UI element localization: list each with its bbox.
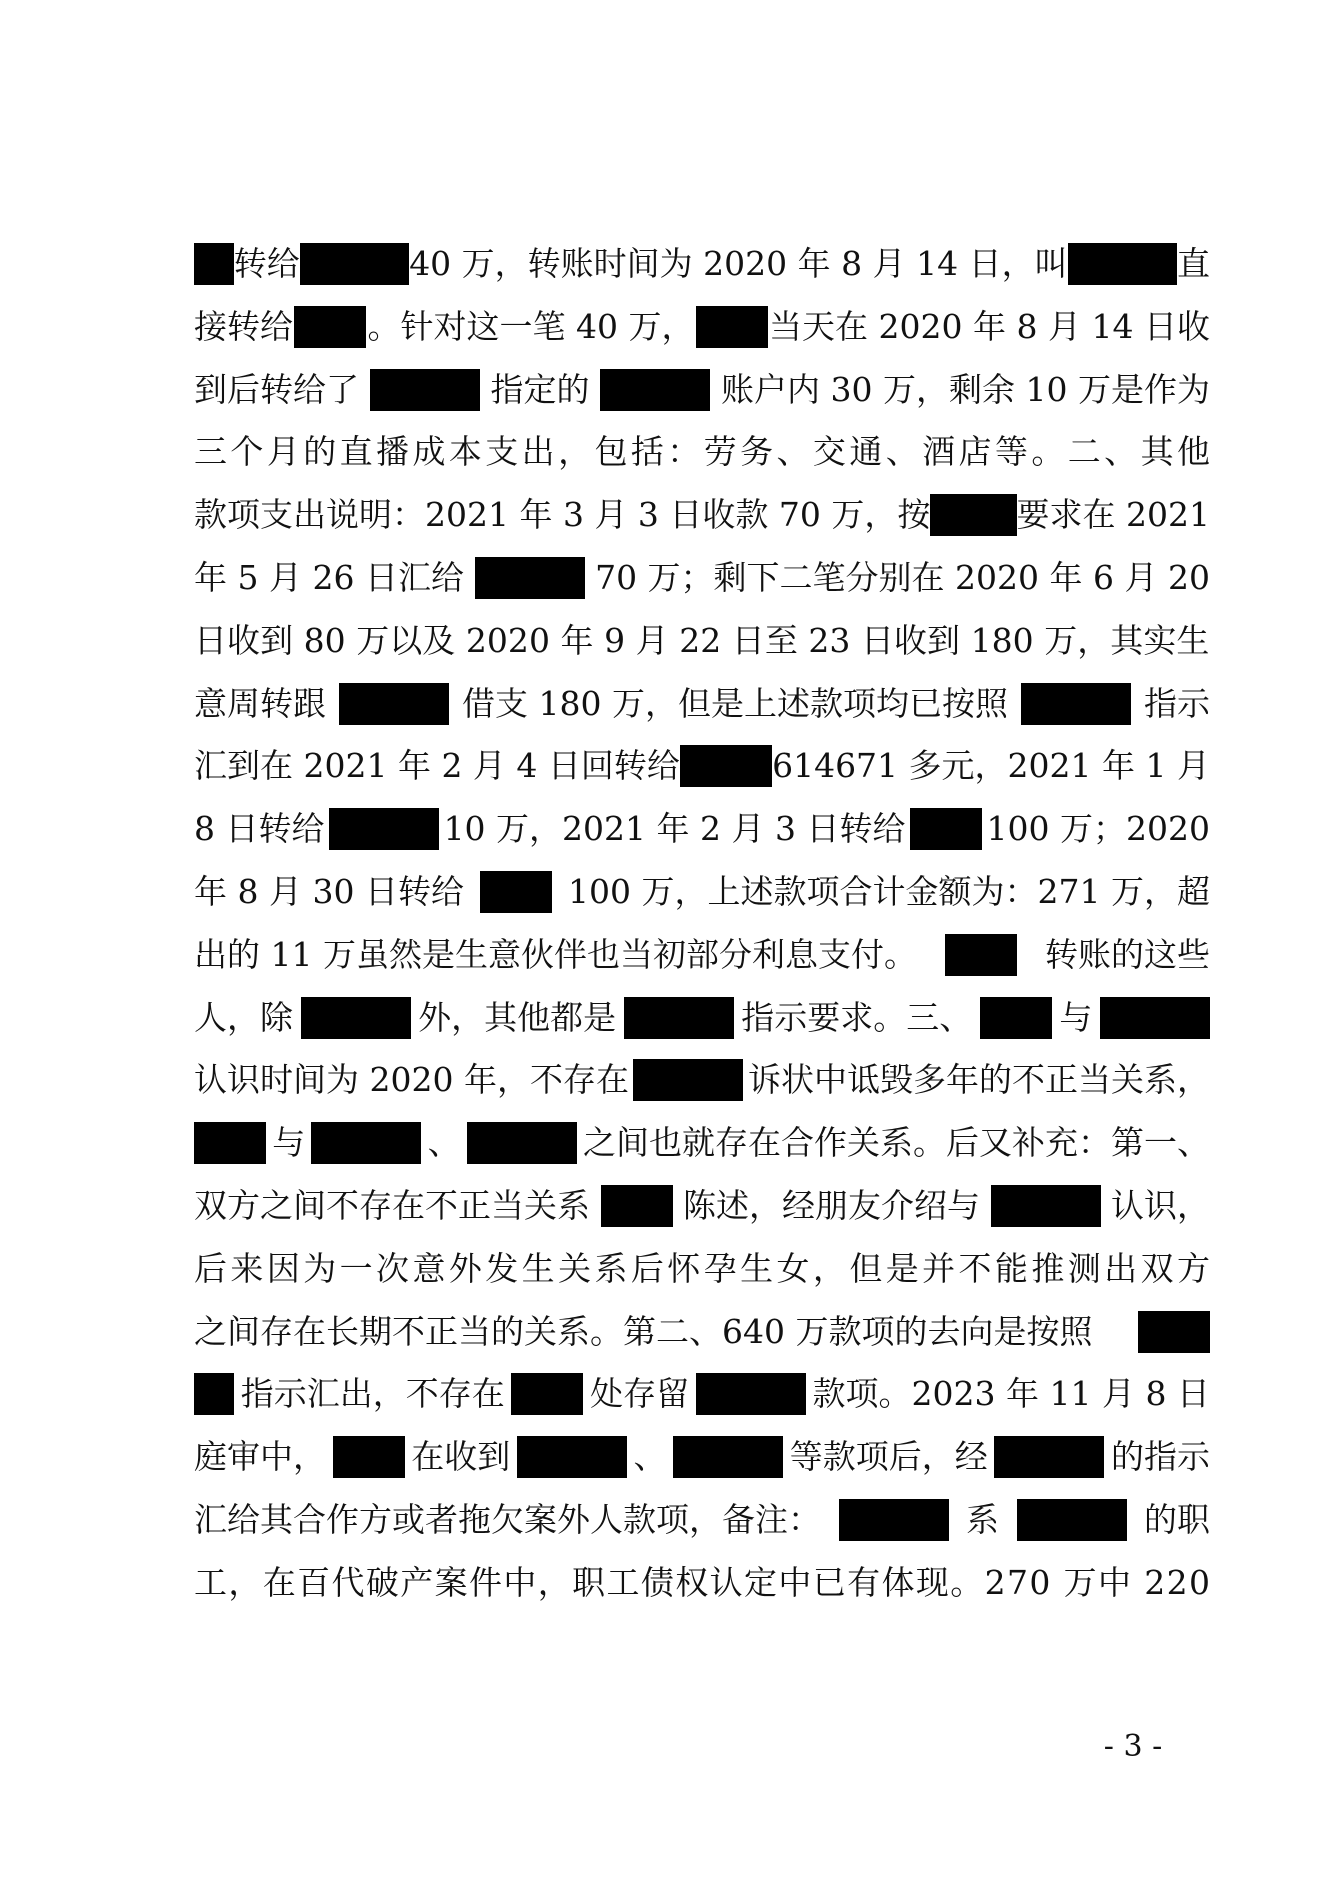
text-line [194,1500,1210,1540]
text-line [194,307,1210,347]
redaction-block [600,369,710,411]
redaction-block [294,306,366,348]
text-segment: 年 8 月 30 日转给 [194,872,464,911]
text-segment: 要求在 2021 [1016,495,1210,534]
text-segment: 的指示 [1111,1437,1210,1476]
text-segment: 直 [1176,244,1210,283]
redaction-block [1068,243,1177,285]
text-segment: 年 5 月 26 日汇给 [194,558,464,597]
redaction-block [624,997,734,1039]
text-segment: 款项。2023 年 11 月 8 日 [812,1374,1210,1413]
text-segment: 与 [272,1123,306,1162]
redaction-block [301,997,411,1039]
text-segment: 、 [427,1123,461,1162]
text-segment: 账户内 30 万，剩余 10 万是作为 [721,370,1210,409]
text-line [194,1312,1210,1352]
text-segment: 转给 [233,244,300,283]
text-segment: 之间也就存在合作关系。后又补充：第一、 [582,1123,1210,1162]
redaction-block [696,1373,806,1415]
text-line [194,746,1210,786]
text-segment: 汇给其合作方或者拖欠案外人款项，备注： [194,1500,821,1539]
text-segment: 10 万，2021 年 2 月 3 日转给 [443,809,906,848]
text-segment: 614671 多元，2021 年 1 月 [772,746,1210,785]
text-line [194,998,1210,1038]
redaction-block [1021,683,1131,725]
redaction-block [991,1185,1101,1227]
text-segment: 借支 180 万，但是上述款项均已按照 [462,684,1008,723]
text-segment: 认识， [1111,1186,1210,1225]
text-line [194,1374,1210,1414]
text-segment: 等款项后，经 [789,1437,988,1476]
redaction-block [1017,1499,1127,1541]
text-line [194,684,1210,724]
text-line [194,809,1210,849]
text-segment: 意周转跟 [194,684,326,723]
redaction-block [839,1499,949,1541]
text-line [194,935,1210,975]
text-line: 三 个 月 的 直 播 成 本 支 出 ， 包 括 ： 劳 务 、 交 通 、 酒 店 等 。 二 、 其 他 [194,432,1210,471]
text-line: 工 ， 在 百 代 破 产 案 件 中 ， 职 工 债 权 认 定 中 已 有 体 现 。 2 7 0 万 中 2 2 0 [194,1563,1210,1602]
redaction-block [980,997,1052,1039]
text-segment: 100 万，上述款项合计金额为：271 万，超 [568,872,1210,911]
text-line [194,1437,1210,1477]
redaction-block [930,494,1016,536]
redaction-block [194,1373,234,1415]
text-segment: 指示要求。三、 [741,998,973,1037]
redaction-block [511,1373,583,1415]
text-segment: 庭审中， [194,1437,326,1476]
text-segment: 当天在 2020 年 8 月 14 日收 [769,307,1210,346]
text-line [194,1060,1210,1100]
page-number: - 3 - [1103,1729,1163,1764]
text-line [194,1186,1210,1226]
text-segment: 、 [633,1437,667,1476]
text-segment: 出的 11 万虽然是生意伙伴也当初部分利息支付。 [194,935,917,974]
text-segment: 的职 [1144,1500,1210,1539]
text-segment: 到后转给了 [194,370,359,409]
redaction-block [333,1436,405,1478]
text-segment: 70 万；剩下二笔分别在 2020 年 6 月 20 [595,558,1210,597]
text-line: 后 来 因 为 一 次 意 外 发 生 关 系 后 怀 孕 生 女 ， 但 是 并 不 能 推 测 出 双 方 [194,1249,1210,1288]
text-segment: 外，其他都是 [418,998,617,1037]
text-segment: 之间存在长期不正当的关系。第二、640 万款项的去向是按照 [194,1312,1093,1351]
redaction-block [480,871,552,913]
redaction-block [1100,997,1210,1039]
text-segment: 诉状中诋毁多年的不正当关系， [748,1060,1210,1099]
redaction-block [329,808,439,850]
text-segment: 接转给 [194,307,293,346]
text-segment: 在收到 [411,1437,511,1476]
redaction-block [1138,1311,1210,1353]
text-line [194,1123,1210,1163]
redaction-block [601,1185,673,1227]
text-segment: 指定的 [490,370,590,409]
redaction-block [194,243,234,285]
redaction-block [945,934,1017,976]
text-segment: 转账的这些 [1044,935,1210,974]
text-segment: 40 万，转账时间为 2020 年 8 月 14 日，叫 [409,244,1068,283]
redaction-block [910,808,982,850]
redaction-block [339,683,449,725]
text-line: 日 收 到 8 0 万 以 及 2 0 2 0 年 9 月 2 2 日 至 2 3 日 收 到 1 8 0 万 ， 其 实 生 [194,621,1210,660]
text-segment: 8 日转给 [194,809,325,848]
text-segment: 款项支出说明：2021 年 3 月 3 日收款 70 万，按 [194,495,931,534]
redaction-block [633,1059,743,1101]
redaction-block [467,1122,577,1164]
text-segment: 汇到在 2021 年 2 月 4 日回转给 [194,746,680,785]
text-line [194,872,1210,912]
redaction-block [673,1436,783,1478]
text-segment: 认识时间为 2020 年，不存在 [194,1060,629,1099]
text-segment: 人，除 [194,998,293,1037]
text-segment: 陈述，经朋友介绍与 [683,1186,980,1225]
text-line [194,244,1210,284]
redaction-block [994,1436,1104,1478]
redaction-block [475,557,585,599]
text-segment: 指示汇出，不存在 [240,1374,505,1413]
text-segment: 与 [1059,998,1093,1037]
text-line [194,370,1210,410]
text-segment: 系 [966,1500,999,1539]
text-segment: 处存留 [590,1374,690,1413]
redaction-block [311,1122,421,1164]
redaction-block [194,1122,266,1164]
redaction-block [517,1436,627,1478]
redaction-block [680,745,772,787]
redaction-block [300,243,409,285]
redaction-block [370,369,480,411]
redaction-block [696,306,768,348]
text-line [194,558,1210,598]
text-segment: 指示 [1143,684,1210,723]
text-segment: 双方之间不存在不正当关系 [194,1186,590,1225]
text-line [194,495,1210,535]
text-segment: 100 万；2020 [986,809,1210,848]
text-segment: 。针对这一笔 40 万， [367,307,695,346]
